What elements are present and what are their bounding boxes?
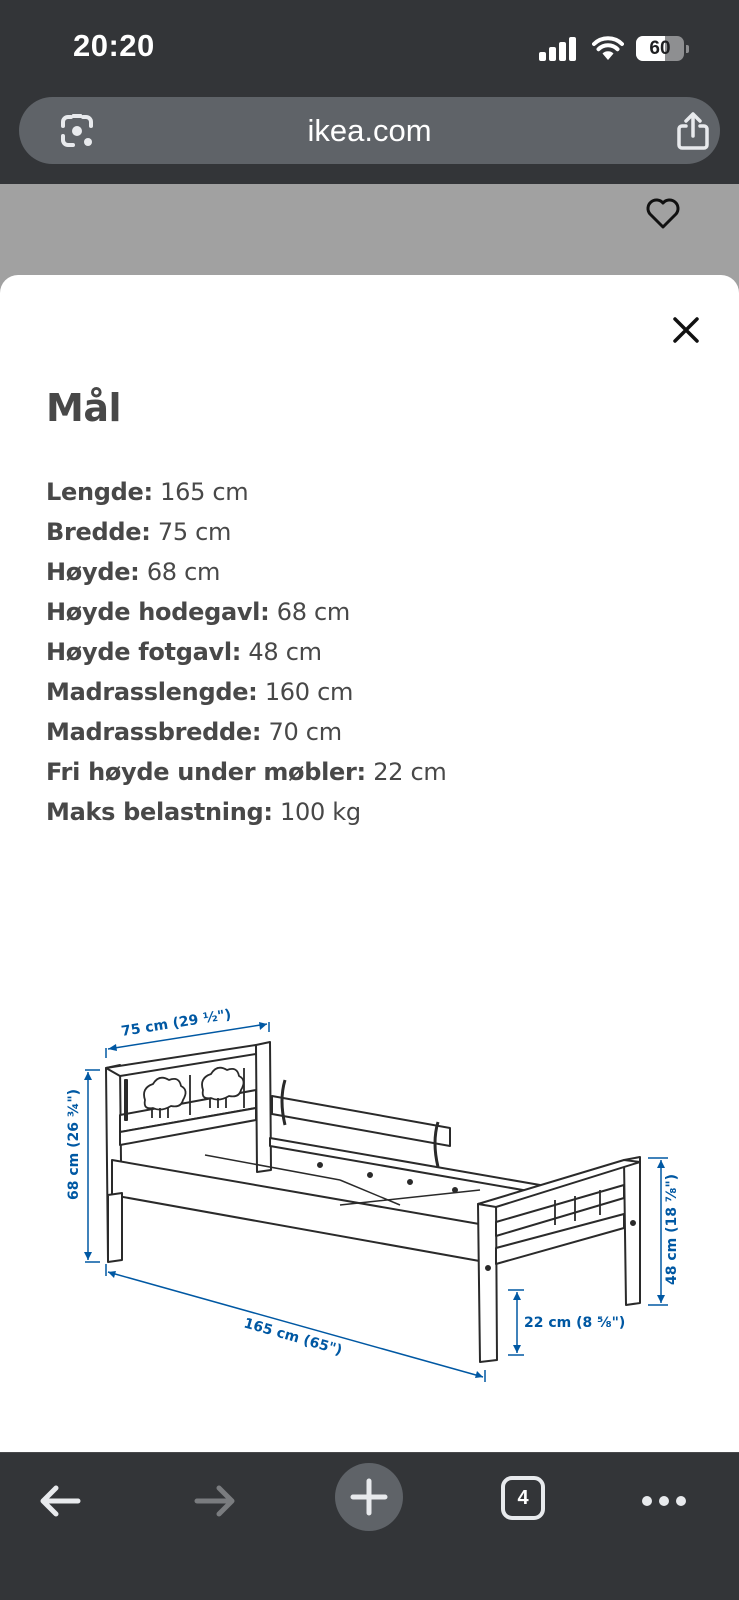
spec-label: Maks belastning: — [46, 798, 273, 826]
close-icon[interactable] — [668, 312, 704, 348]
plus-icon — [335, 1463, 403, 1531]
url-text[interactable]: ikea.com — [307, 113, 432, 148]
spec-label: Madrasslengde: — [46, 678, 258, 706]
spec-label: Fri høyde under møbler: — [46, 758, 366, 786]
footboard-height-label: 48 cm (18 ⅞") — [664, 1173, 680, 1285]
spec-value: 68 cm — [276, 598, 351, 626]
spec-label: Bredde: — [46, 518, 151, 546]
spec-label: Høyde: — [46, 558, 140, 586]
spec-row-mattress-length — [46, 672, 446, 712]
width-dimension-label: 75 cm (29 ½") — [120, 1006, 233, 1040]
arrow-left-icon — [30, 1471, 90, 1531]
spec-row-length — [46, 472, 446, 512]
spec-row-max-load — [46, 792, 446, 832]
spec-value: 75 cm — [157, 518, 232, 546]
spec-label: Madrassbredde: — [46, 718, 262, 746]
status-bar — [0, 0, 739, 90]
bed-dimension-diagram — [40, 990, 700, 1410]
spec-row-mattress-width — [46, 712, 446, 752]
spec-value: 70 cm — [268, 718, 342, 746]
spec-value: 68 cm — [146, 558, 221, 586]
battery-indicator — [636, 36, 688, 61]
spec-row-width — [46, 512, 446, 552]
spec-row-headboard-height — [46, 592, 446, 632]
spec-value: 22 cm — [373, 758, 447, 786]
spec-value: 48 cm — [248, 638, 322, 666]
heart-icon[interactable] — [645, 196, 681, 230]
cellular-signal-icon — [539, 37, 577, 61]
forward-button[interactable] — [185, 1471, 245, 1531]
dimension-specs-list — [46, 472, 446, 832]
spec-label: Lengde: — [46, 478, 153, 506]
status-time: 20:20 — [73, 28, 155, 63]
share-icon[interactable] — [675, 111, 711, 151]
browser-toolbar — [0, 1452, 739, 1600]
sheet-title: Mål — [46, 386, 121, 430]
tab-switcher-button[interactable] — [493, 1471, 553, 1531]
battery-level: 60 — [649, 38, 671, 59]
spec-value: 160 cm — [264, 678, 354, 706]
length-dimension-label: 165 cm (65") — [241, 1315, 344, 1359]
spec-label: Høyde hodegavl: — [46, 598, 270, 626]
arrow-right-icon — [185, 1471, 245, 1531]
more-horizontal-icon — [635, 1471, 695, 1531]
spec-row-clearance — [46, 752, 446, 792]
back-button[interactable] — [30, 1471, 90, 1531]
more-menu-button[interactable] — [635, 1471, 695, 1531]
spec-value: 165 cm — [160, 478, 249, 506]
height-dimension-label: 68 cm (26 ¾") — [66, 1088, 82, 1200]
address-bar[interactable] — [19, 97, 720, 164]
spec-label: Høyde fotgavl: — [46, 638, 242, 666]
wifi-icon — [592, 34, 624, 60]
tab-count: 4 — [501, 1476, 545, 1520]
spec-value: 100 kg — [280, 798, 361, 826]
spec-row-height — [46, 552, 446, 592]
new-tab-button[interactable] — [335, 1463, 403, 1531]
spec-row-footboard-height — [46, 632, 446, 672]
clearance-label: 22 cm (8 ⅝") — [524, 1315, 626, 1331]
